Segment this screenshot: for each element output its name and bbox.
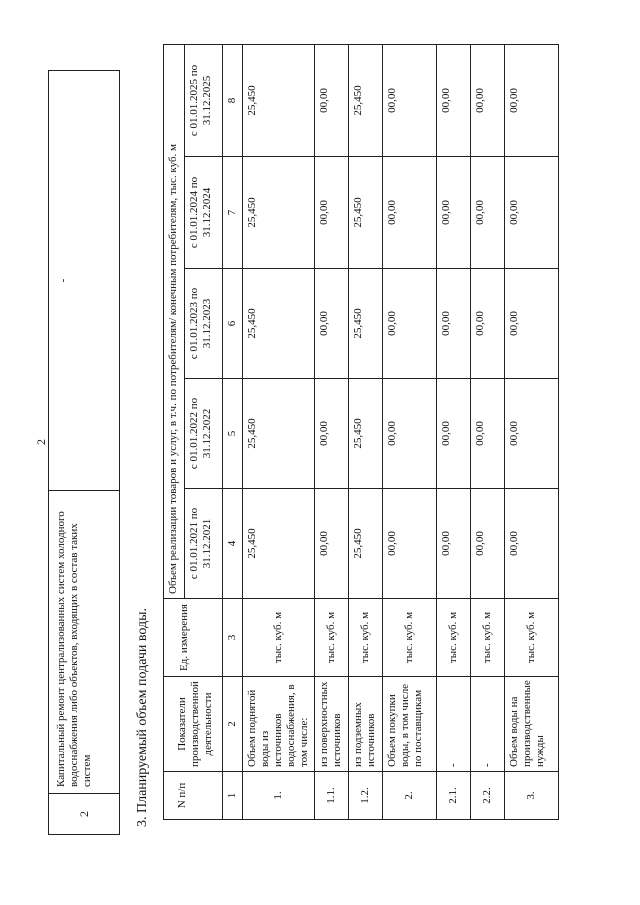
row-text: Капитальный ремонт централизованных систем холодного водоснабжения либо объектов, входящих в состав таких систем	[49, 491, 120, 794]
table-row	[437, 44, 471, 819]
row-value: 25,450	[349, 269, 383, 379]
header-period-2021: с 01.01.2021 по 31.12.2021	[185, 489, 223, 599]
row-value: 00,00	[383, 379, 437, 489]
water-supply-table	[163, 44, 559, 820]
table-row	[505, 44, 559, 819]
row-num: 1.2.	[349, 772, 383, 820]
row-value: 00,00	[315, 379, 349, 489]
column-numbers-row	[223, 44, 243, 819]
row-value: 25,450	[349, 157, 383, 269]
header-indicator: Показатели производственной деятельности	[164, 677, 223, 772]
row-value: -	[49, 71, 120, 491]
row-name: Объем поднятой воды из источников водоснабжения, в том числе:	[243, 677, 315, 772]
row-unit: тыс. куб. м	[471, 599, 505, 677]
row-value: 00,00	[383, 44, 437, 156]
row-unit: тыс. куб. м	[349, 599, 383, 677]
row-value: 25,450	[243, 157, 315, 269]
row-value: 00,00	[383, 269, 437, 379]
row-value: 00,00	[471, 269, 505, 379]
row-name: Объем воды на производственные нужды	[505, 677, 559, 772]
table-row	[383, 44, 437, 819]
row-unit: тыс. куб. м	[505, 599, 559, 677]
col-number: 1	[223, 772, 243, 820]
row-unit: тыс. куб. м	[315, 599, 349, 677]
header-period-2023: с 01.01.2023 по 31.12.2023	[185, 269, 223, 379]
header-period-2022: с 01.01.2022 по 31.12.2022	[185, 379, 223, 489]
header-period-2025: с 01.01.2025 по 31.12.2025	[185, 44, 223, 156]
row-value: 00,00	[471, 379, 505, 489]
row-name: -	[437, 677, 471, 772]
row-name: из подземных источников	[349, 677, 383, 772]
row-value: 00,00	[383, 157, 437, 269]
row-value: 00,00	[505, 157, 559, 269]
row-value: 25,450	[243, 379, 315, 489]
row-value: 25,450	[349, 44, 383, 156]
row-value: 00,00	[505, 489, 559, 599]
row-value: 00,00	[315, 157, 349, 269]
row-num: 3.	[505, 772, 559, 820]
table-row	[315, 44, 349, 819]
header-period-2024: с 01.01.2024 по 31.12.2024	[185, 157, 223, 269]
capital-repair-table	[48, 70, 120, 835]
col-number: 4	[223, 489, 243, 599]
row-name: -	[471, 677, 505, 772]
row-name: Объем покупки воды, в том числе по поставщикам	[383, 677, 437, 772]
row-value: 00,00	[471, 44, 505, 156]
row-value: 00,00	[437, 489, 471, 599]
row-value: 00,00	[471, 157, 505, 269]
page-number: 2	[34, 439, 48, 445]
table-row	[243, 44, 315, 819]
row-value: 00,00	[505, 44, 559, 156]
table-row	[49, 71, 120, 835]
row-value: 00,00	[471, 489, 505, 599]
row-value: 25,450	[243, 269, 315, 379]
col-number: 3	[223, 599, 243, 677]
row-value: 25,450	[349, 489, 383, 599]
row-number: 2	[49, 794, 120, 835]
col-number: 2	[223, 677, 243, 772]
col-number: 5	[223, 379, 243, 489]
row-value: 00,00	[315, 44, 349, 156]
header-num: N п/п	[164, 772, 223, 820]
row-name: из поверхностных источников	[315, 677, 349, 772]
row-value: 00,00	[437, 379, 471, 489]
row-value: 00,00	[437, 157, 471, 269]
row-num: 2.2.	[471, 772, 505, 820]
row-unit: тыс. куб. м	[383, 599, 437, 677]
row-num: 2.	[383, 772, 437, 820]
row-value: 25,450	[243, 44, 315, 156]
section-title: 3. Планируемый объем подачи воды.	[135, 607, 150, 827]
row-value: 00,00	[437, 269, 471, 379]
table-row	[349, 44, 383, 819]
row-unit: тыс. куб. м	[437, 599, 471, 677]
row-num: 2.1.	[437, 772, 471, 820]
row-unit: тыс. куб. м	[243, 599, 315, 677]
row-num: 1.	[243, 772, 315, 820]
row-num: 1.1.	[315, 772, 349, 820]
row-value: 00,00	[383, 489, 437, 599]
col-number: 7	[223, 157, 243, 269]
row-value: 00,00	[437, 44, 471, 156]
row-value: 00,00	[505, 379, 559, 489]
row-value: 25,450	[349, 379, 383, 489]
row-value: 00,00	[505, 269, 559, 379]
header-group: Объем реализации товаров и услуг, в т.ч. по потребителям/ конечным потребителям, тыс. куб. м	[164, 44, 185, 598]
header-row	[164, 44, 185, 819]
row-value: 00,00	[315, 269, 349, 379]
table-row	[471, 44, 505, 819]
row-value: 00,00	[315, 489, 349, 599]
col-number: 8	[223, 44, 243, 156]
col-number: 6	[223, 269, 243, 379]
header-unit: Ед. измерения	[164, 599, 223, 677]
row-value: 25,450	[243, 489, 315, 599]
